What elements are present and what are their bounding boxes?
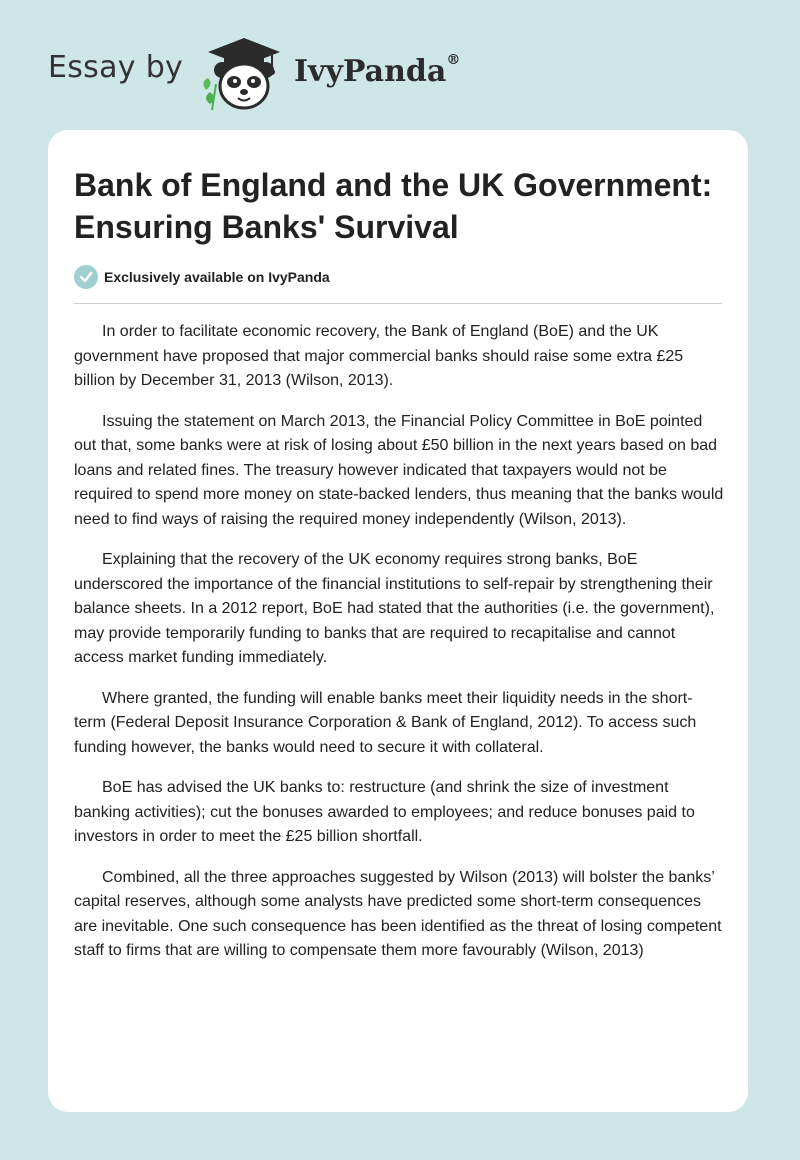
exclusive-badge <box>74 264 330 290</box>
paragraph: In order to facilitate economic recovery, the Bank of England (BoE) and the UK government have proposed that major commercial banks should raise some extra £25 billion by December 31, 2013 (Wilson, 2013). <box>74 323 684 389</box>
article-body <box>74 320 724 980</box>
divider <box>74 303 722 304</box>
paragraph: Where granted, the funding will enable banks meet their liquidity needs in the short-term (Federal Deposit Insurance Corporation & Bank of England, 2012). To access such funding however, the banks would need to secure it with collateral. <box>74 689 697 756</box>
paragraph: Explaining that the recovery of the UK economy requires strong banks, BoE underscored the importance of the financial institutions to self-repair by strengthening their balance sheets. In a 2012 report, BoE had stated that the authorities (i.e. the government), may provide temporarily funding to banks that are required to recapitalise and cannot access market funding immediately. <box>74 551 715 666</box>
essay-by-label: Essay by <box>48 50 184 85</box>
article-card <box>48 130 748 1112</box>
site-header <box>48 30 748 112</box>
exclusive-badge-label: Exclusively available on IvyPanda <box>104 269 330 285</box>
paragraph: Issuing the statement on March 2013, the Financial Policy Committee in BoE pointed out that, some banks were at risk of losing about £50 billion in the next years based on bad loans and related fines. The treasury however indicated that taxpayers would not be required to spend more money on state-backed lenders, thus meaning that the banks would need to find ways of raising the required money independently (Wilson, 2013). <box>74 412 724 528</box>
paragraph: BoE has advised the UK banks to: restructure (and shrink the size of investment banking activities); cut the bonuses awarded to employees; and reduce bonuses paid to investors in order to meet the £25 billion shortfall. <box>74 779 695 845</box>
page-title: Bank of England and the UK Government: Ensuring Banks' Survival <box>74 167 713 245</box>
paragraph: Combined, all the three approaches suggested by Wilson (2013) will bolster the banks’ capital reserves, although some analysts have predicted some short-term consequences are inevitable. One such consequence has been identified as the threat of losing competent staff to firms that are willing to compensate them more favourably (Wilson, 2013) <box>74 868 722 959</box>
trademark-sign: ® <box>446 52 461 68</box>
panda-graduate-icon <box>200 34 284 114</box>
check-icon <box>74 265 98 289</box>
brand-name: IvyPanda® <box>294 52 461 89</box>
